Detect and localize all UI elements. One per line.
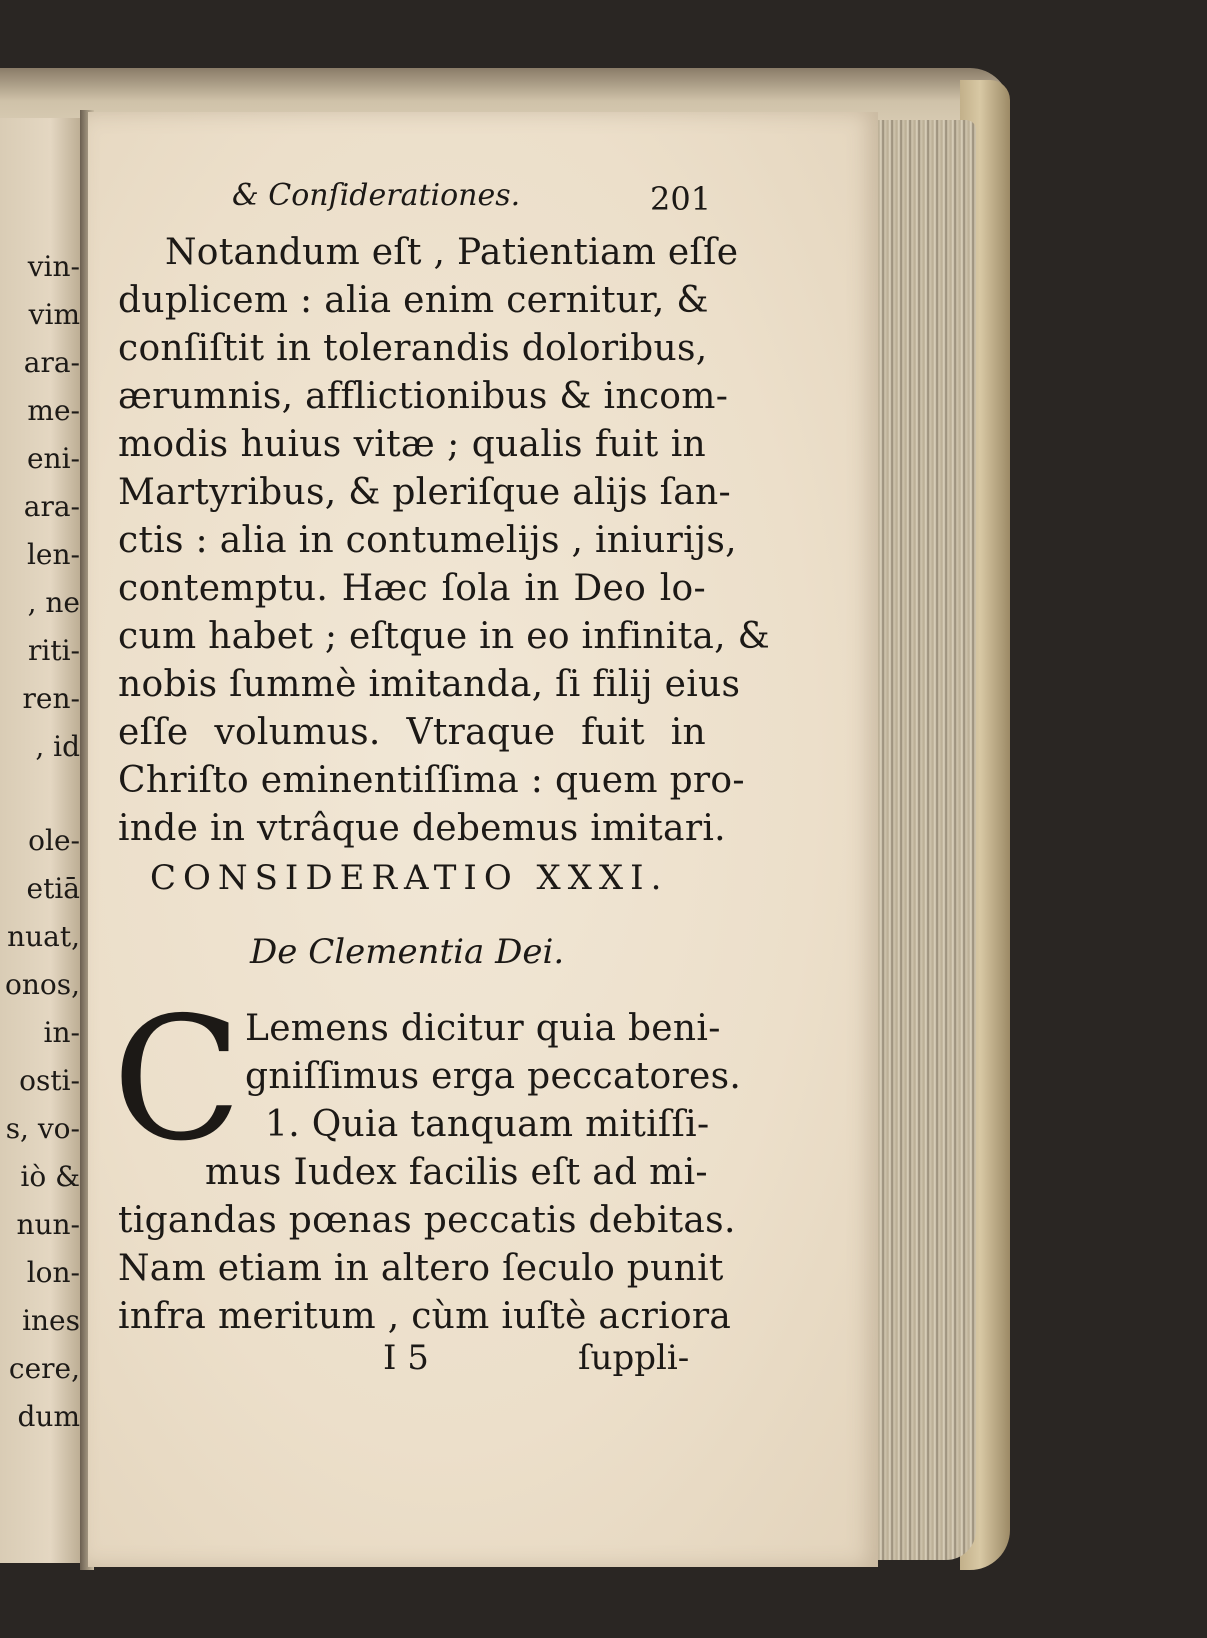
left-page-line: lon- xyxy=(26,1256,80,1289)
section-heading: CONSIDERATIO XXXI. xyxy=(150,858,669,898)
left-page-line: osti- xyxy=(19,1064,80,1097)
drop-cap: C xyxy=(112,981,243,1179)
text-line: conſiſtit in tolerandis doloribus, xyxy=(118,328,708,369)
left-page-line: onos, xyxy=(4,968,80,1001)
text-line: tigandas pœnas peccatis debitas. xyxy=(118,1200,736,1241)
text-line: mus Iudex facilis eſt ad mi- xyxy=(205,1152,708,1193)
left-page-line: s, vo- xyxy=(5,1112,80,1145)
left-page-line: in- xyxy=(43,1016,80,1049)
left-page-line: , ne xyxy=(27,586,80,619)
left-page-line: , id xyxy=(35,730,80,763)
catchword: ſuppli- xyxy=(578,1338,690,1378)
text-line: gniſſimus erga peccatores. xyxy=(245,1056,742,1097)
text-line: Notandum eſt , Patientiam eſſe xyxy=(165,232,739,273)
left-page-line: dum xyxy=(17,1400,80,1433)
section-subheading: De Clementia Dei. xyxy=(250,932,565,972)
text-line: ærumnis, afflictionibus & incom- xyxy=(118,376,729,417)
text-line: ctis : alia in contumelijs , iniurijs, xyxy=(118,520,737,561)
text-line: eſſe volumus. Vtraque fuit in xyxy=(118,712,706,753)
text-line: cum habet ; eſtque in eo infinita, & xyxy=(118,616,770,657)
left-page-line: eni- xyxy=(26,442,80,475)
text-line: Lemens dicitur quia beni- xyxy=(245,1008,721,1049)
left-page-line: ara- xyxy=(23,346,80,379)
text-line: infra meritum , cùm iuſtè acriora xyxy=(118,1296,732,1337)
left-page-line: ole- xyxy=(28,824,80,857)
left-page-line: iò & xyxy=(20,1160,80,1193)
text-line: 1. Quia tanquam mitiſſi- xyxy=(265,1104,710,1145)
left-page-line: vim xyxy=(28,298,80,331)
left-page-line: ren- xyxy=(22,682,80,715)
page-edges xyxy=(876,120,976,1560)
left-page-fragment xyxy=(0,118,84,1563)
text-line: Martyribus, & pleriſque alijs ſan- xyxy=(118,472,731,513)
signature-mark: I 5 xyxy=(383,1338,429,1378)
left-page-line: len- xyxy=(26,538,80,571)
running-head: & Conſiderationes. xyxy=(232,178,521,213)
left-page-line: vin- xyxy=(27,250,80,283)
left-page-line: ara- xyxy=(23,490,80,523)
left-page-line: cere, xyxy=(8,1352,80,1385)
left-page-line: etiā xyxy=(26,872,80,905)
text-line: duplicem : alia enim cernitur, & xyxy=(118,280,709,321)
text-line: Chriſto eminentiſſima : quem pro- xyxy=(118,760,745,801)
left-page-line: ines xyxy=(22,1304,80,1337)
text-line: inde in vtrâque debemus imitari. xyxy=(118,808,726,849)
page-number: 201 xyxy=(650,180,712,218)
text-line: nobis ſummè imitanda, ſi filij eius xyxy=(118,664,741,705)
text-line: Nam etiam in altero ſeculo punit xyxy=(118,1248,724,1289)
left-page-line: me- xyxy=(27,394,80,427)
left-page-line: riti- xyxy=(27,634,80,667)
text-line: contemptu. Hæc ſola in Deo lo- xyxy=(118,568,706,609)
left-page-line: nun- xyxy=(16,1208,80,1241)
left-page-line: nuat, xyxy=(7,920,80,953)
text-line: modis huius vitæ ; qualis fuit in xyxy=(118,424,706,465)
